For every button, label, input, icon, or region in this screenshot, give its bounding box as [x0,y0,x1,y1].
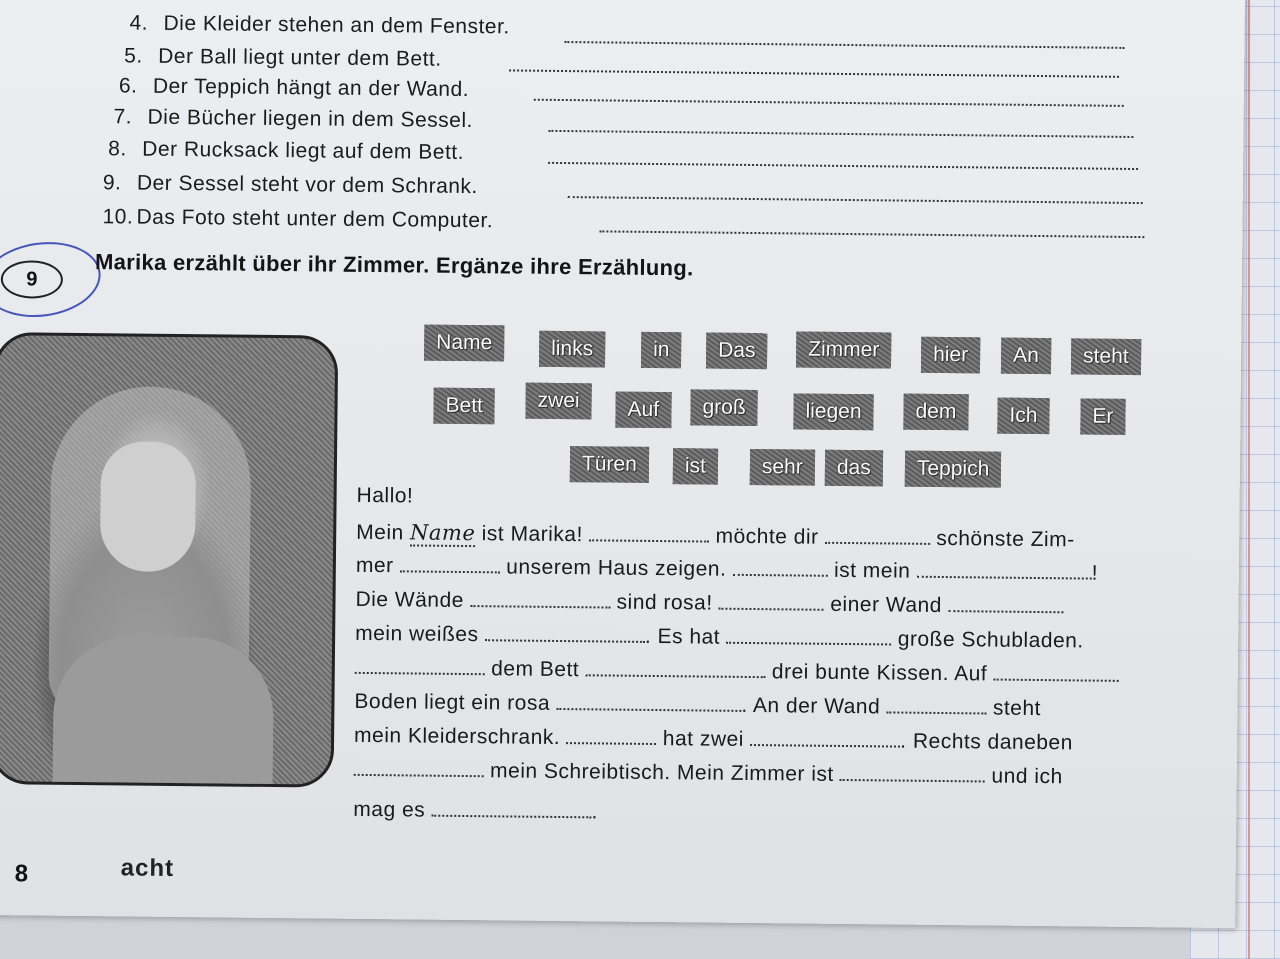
word-tile[interactable]: Ich [997,398,1049,435]
fill-blank[interactable] [355,658,485,675]
margin-line [1248,0,1250,959]
line-number: 7. [113,105,133,129]
story-row [354,690,1041,721]
story-text-part: und ich [991,764,1063,789]
fill-blank[interactable] [485,625,645,643]
story-text-part: . [591,800,599,824]
fill-blank[interactable] [948,596,1063,613]
fill-blank[interactable] [589,525,709,542]
line-text: Die Kleider stehen an dem Fenster. [163,11,510,39]
story-text-part: schönste Zim- [936,526,1075,552]
story-row [354,758,1063,789]
story-text-part: einer Wand [830,592,943,618]
word-tile[interactable]: Das [706,333,768,370]
word-tile[interactable]: in [641,332,682,368]
answer-line[interactable] [548,130,1133,138]
word-tile[interactable]: Teppich [905,451,1002,488]
story-text-part: mer [355,553,394,578]
story-text-part: mein Schreibtisch. Mein Zimmer ist [489,759,834,786]
story-text-part: große Schubladen. [897,627,1084,653]
task-title: Marika erzählt über ihr Zimmer. Ergänze ihre Erzählung. [94,249,694,281]
fill-blank[interactable] [917,562,1092,580]
answer-line[interactable] [548,162,1138,170]
line-text: Der Teppich hängt an der Wand. [152,74,470,102]
answer-line[interactable] [568,196,1143,204]
story-text-part: ! [1091,561,1099,585]
story-row [355,622,1084,654]
word-tile[interactable]: Name [424,325,504,362]
fill-blank[interactable] [886,697,986,714]
story-row [354,724,1073,756]
story-text-part: hat zwei [662,727,745,751]
fill-blank[interactable] [733,560,828,577]
fill-blank[interactable] [825,528,930,545]
story-text-part: mein weißes [355,621,479,647]
line-number: 5. [124,44,143,68]
word-tile[interactable]: Türen [570,446,649,483]
fill-blank[interactable] [726,628,891,646]
story-row [353,798,598,825]
line-text: Der Rucksack liegt auf dem Bett. [142,137,465,164]
fill-blank[interactable] [566,728,656,745]
story-text-part: drei bunte Kissen. Auf [771,660,988,686]
story-greeting: Hallo! [356,483,414,508]
exercise-line [113,105,473,133]
word-tile[interactable]: steht [1071,338,1141,375]
exercise-line [102,205,493,233]
word-tile[interactable]: Auf [615,392,671,429]
fill-blank[interactable] [354,760,484,777]
word-tile[interactable]: das [825,450,883,487]
story-text-part: mein Kleiderschrank. [353,723,561,750]
page-number-word: acht [120,854,175,882]
line-text: Die Bücher liegen in dem Sessel. [147,105,474,133]
handwritten-answer[interactable]: Name [409,520,476,546]
word-tile[interactable]: Er [1080,398,1125,434]
word-tile[interactable]: Zimmer [796,331,892,368]
word-tile[interactable]: dem [903,394,968,431]
line-number: 6. [118,74,138,98]
body-shape [52,636,274,788]
story-text-part: Die Wände [355,587,465,612]
fill-blank[interactable] [556,694,741,712]
story-text-part: . Es hat [644,624,721,649]
exercise-line [108,137,464,165]
word-tile[interactable]: links [539,331,605,368]
answer-line[interactable] [599,230,1144,238]
word-tile[interactable]: groß [690,389,758,426]
story-text-part: steht [992,696,1042,721]
exercise-line [129,11,509,39]
line-text: Der Sessel steht vor dem Schrank. [136,171,478,199]
word-tile[interactable]: An [1001,338,1051,375]
line-number: 8. [108,137,127,161]
fill-blank[interactable] [400,556,500,573]
fill-blank[interactable] [750,730,900,748]
story-text-part: sind rosa! [616,590,713,615]
word-tile[interactable]: liegen [793,393,873,430]
story-text-part: . An der Wand [741,693,881,719]
fill-blank[interactable] [719,594,824,611]
story-text-part: ist mein [833,558,911,583]
answer-line[interactable] [509,69,1119,77]
story-row [356,520,1075,553]
story-text-part: dem Bett [491,657,580,682]
word-tile[interactable]: sehr [750,449,815,486]
fill-blank[interactable] [840,765,985,783]
fill-blank[interactable] [585,660,765,678]
story-text-part: unserem Haus zeigen. [506,555,727,581]
story-row [356,554,1098,586]
exercise-line [124,44,442,71]
word-tile[interactable]: ist [673,448,718,484]
task-number-badge: 9 [1,260,63,299]
answer-line[interactable] [534,99,1124,107]
line-text: Der Ball liegt unter dem Bett. [158,44,442,71]
story-row [355,588,1063,619]
story-text-part: Mein [356,520,404,545]
exercise-line [103,171,478,199]
word-tile[interactable]: zwei [525,383,591,420]
line-text: Das Foto steht unter dem Computer. [136,205,494,233]
story-row [355,656,1119,688]
line-number: 10. [102,205,134,229]
word-tile[interactable]: Bett [433,388,495,425]
fill-blank[interactable] [431,801,591,819]
line-number: 9. [102,171,122,195]
exercise-line [119,74,469,102]
story-text-part: . Rechts daneben [900,729,1073,755]
girl-photo [0,332,338,788]
page-number: 8 [14,860,29,888]
story-text-part: mag es [353,797,426,822]
story-text-part: ist Marika! [481,522,584,547]
line-number: 4. [129,11,149,35]
answer-line[interactable] [564,41,1124,49]
fill-blank[interactable] [993,665,1118,682]
face-shape [100,441,196,572]
fill-blank[interactable] [470,591,610,608]
story-text-part: möchte dir [715,524,819,549]
story-text-part: Boden liegt ein rosa [354,689,551,715]
story-text [353,483,1157,824]
word-tile[interactable]: hier [921,337,980,374]
